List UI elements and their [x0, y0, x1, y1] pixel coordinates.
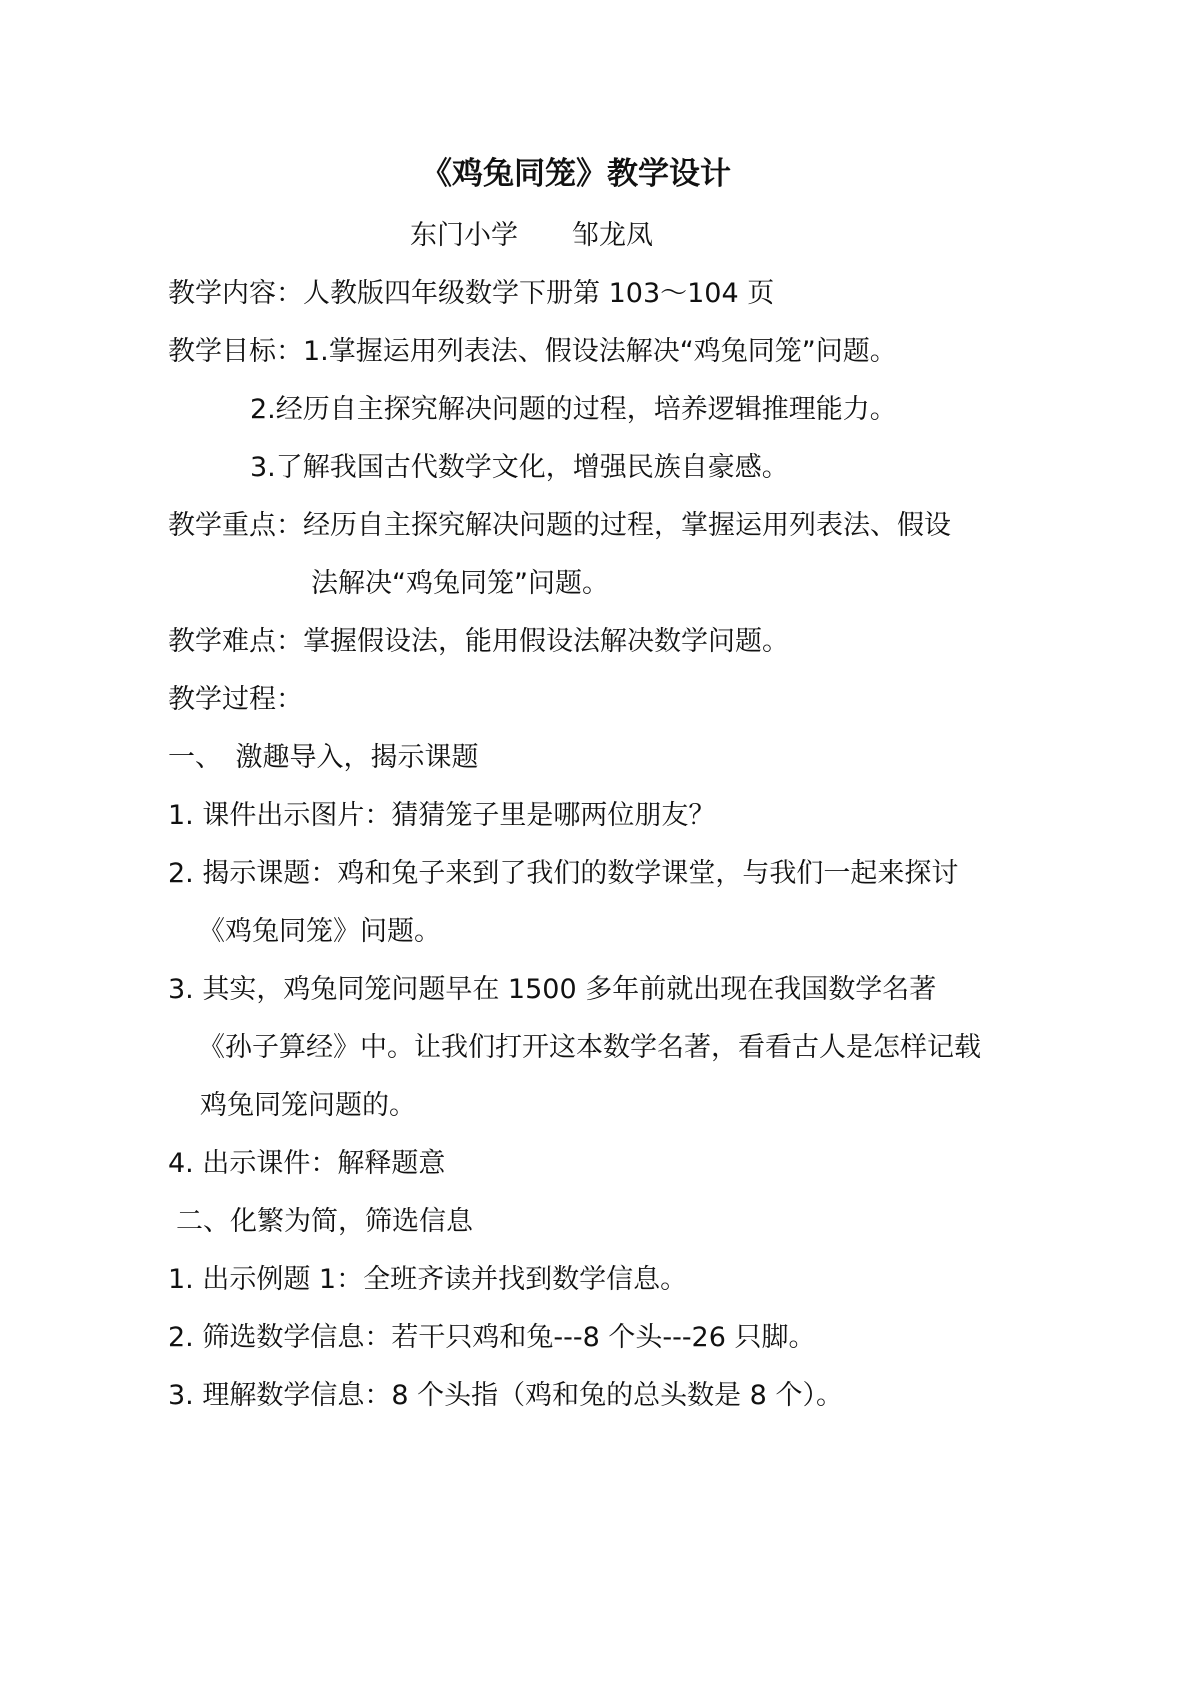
teaching-goal-3: 3.了解我国古代数学文化，增强民族自豪感。: [250, 452, 789, 483]
section-1-item-2-line-2: 《鸡兔同笼》问题。: [198, 916, 441, 947]
section-1-item-3-line-1: 3. 其实，鸡兔同笼问题早在 1500 多年前就出现在我国数学名著: [168, 974, 937, 1005]
teaching-key-point-line-2: 法解决“鸡兔同笼”问题。: [311, 568, 609, 599]
section-1-item-1: 1. 课件出示图片：猜猜笼子里是哪两位朋友？: [168, 800, 716, 831]
teaching-difficulty: 教学难点：掌握假设法，能用假设法解决数学问题。: [168, 626, 789, 657]
section-1-item-3-line-2: 《孙子算经》中。让我们打开这本数学名著，看看古人是怎样记载: [198, 1032, 981, 1063]
section-1-heading: 一、 激趣导入，揭示课题: [168, 742, 479, 773]
teaching-goal-2: 2.经历自主探究解决问题的过程，培养逻辑推理能力。: [250, 394, 897, 425]
author-line: 东门小学 邹龙凤: [410, 220, 653, 251]
teaching-goal-1: 教学目标：1.掌握运用列表法、假设法解决“鸡兔同笼”问题。: [168, 336, 897, 367]
document-title: 《鸡兔同笼》教学设计: [421, 156, 731, 192]
section-1-item-3-line-3: 鸡兔同笼问题的。: [200, 1090, 416, 1121]
section-1-item-2-line-1: 2. 揭示课题：鸡和兔子来到了我们的数学课堂，与我们一起来探讨: [168, 858, 959, 889]
section-2-item-2: 2. 筛选数学信息：若干只鸡和兔---8 个头---26 只脚。: [168, 1322, 816, 1353]
section-1-item-4: 4. 出示课件：解释题意: [168, 1148, 446, 1179]
teaching-content: 教学内容：人教版四年级数学下册第 103～104 页: [168, 278, 775, 309]
section-2-heading: 二、化繁为简，筛选信息: [176, 1206, 473, 1237]
teaching-key-point-line-1: 教学重点：经历自主探究解决问题的过程，掌握运用列表法、假设: [168, 510, 951, 541]
section-2-item-3: 3. 理解数学信息：8 个头指（鸡和兔的总头数是 8 个）。: [168, 1380, 843, 1411]
section-2-item-1: 1. 出示例题 1：全班齐读并找到数学信息。: [168, 1264, 688, 1295]
teaching-process-heading: 教学过程：: [168, 684, 303, 715]
